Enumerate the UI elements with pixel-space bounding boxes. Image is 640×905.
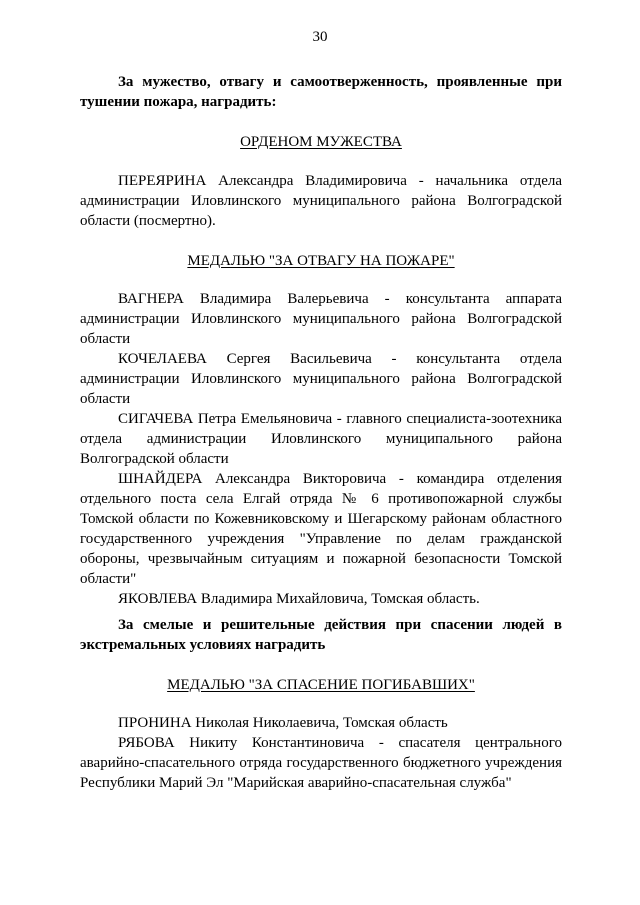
section-3-intro-text: За смелые и решительные действия при спасении людей в экстремальных условиях наградить — [80, 617, 562, 653]
section-1-list — [80, 171, 562, 231]
section-1-intro-text: За мужество, отвагу и самоотверженность, проявленные при тушении пожара, наградить: — [80, 74, 562, 110]
section-2-list — [80, 289, 562, 609]
order-of-courage-heading: ОРДЕНОМ МУЖЕСТВА — [240, 134, 402, 150]
section-3-intro — [80, 615, 562, 655]
medal-fire-courage-heading: МЕДАЛЬЮ "ЗА ОТВАГУ НА ПОЖАРЕ" — [187, 253, 455, 269]
person-entry: КОЧЕЛАЕВА Сергея Васильевича - консультанта отдела администрации Иловлинского муниципального района Волгоградской области — [80, 351, 562, 407]
section-1-intro — [80, 72, 562, 112]
section-3-list — [80, 713, 562, 793]
page-number: 30 — [312, 29, 328, 45]
person-entry: ПЕРЕЯРИНА Александра Владимировича - начальника отдела администрации Иловлинского муниципального района Волгоградской области (посмертно). — [80, 173, 562, 229]
person-entry: СИГАЧЕВА Петра Емельяновича - главного специалиста-зоотехника отдела администрации Иловлинского муниципального района Волгоградской области — [80, 411, 562, 467]
medal-rescue-heading: МЕДАЛЬЮ "ЗА СПАСЕНИЕ ПОГИБАВШИХ" — [167, 677, 475, 693]
person-entry: ЯКОВЛЕВА Владимира Михайловича, Томская область. — [118, 591, 480, 607]
person-entry: ШНАЙДЕРА Александра Викторовича - командира отделения отдельного поста села Елгай отряда № 6 противопожарной службы Томской области по Кожевниковскому и Шегарскому районам областного государственного учреждения "Управление по делам гражданской обороны, чрезвычайным ситуациям и пожарной безопасности Томской области" — [80, 471, 562, 587]
person-entry: РЯБОВА Никиту Константиновича - спасателя центрального аварийно-спасательного отряда государственного бюджетного учреждения Республики Марий Эл "Марийская аварийно-спасательная служба" — [80, 735, 562, 791]
person-entry: ПРОНИНА Николая Николаевича, Томская область — [118, 715, 448, 731]
person-entry: ВАГНЕРА Владимира Валерьевича - консультанта аппарата администрации Иловлинского муниципального района Волгоградской области — [80, 291, 562, 347]
